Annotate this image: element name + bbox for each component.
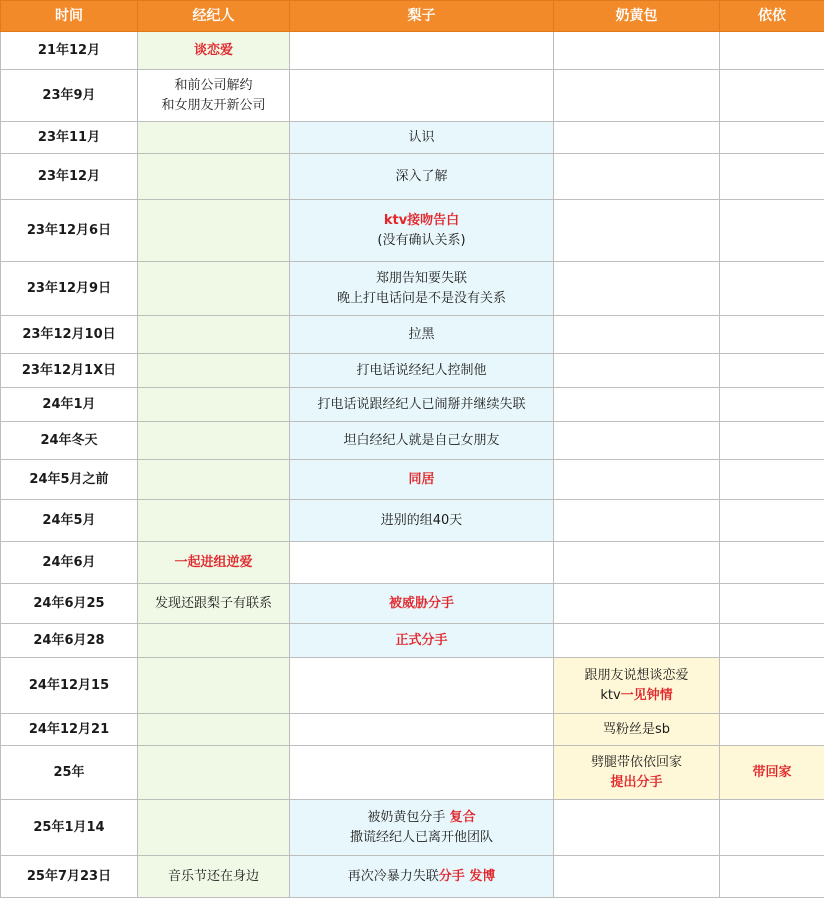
agent-cell (138, 500, 290, 542)
yiyi-cell (720, 584, 824, 624)
time-cell: 23年9月 (1, 70, 138, 122)
agent-cell (138, 354, 290, 388)
yiyi-cell (720, 800, 824, 856)
highlight-text: 正式分手 (395, 632, 448, 648)
cell-line (142, 76, 285, 96)
naihuang-cell (554, 800, 720, 856)
lizi-cell (290, 70, 554, 122)
highlight-text: 带回家 (752, 764, 792, 780)
cell-text: 郑朋告知要失联 (375, 270, 467, 286)
highlight-text: 被威胁分手 (388, 595, 454, 611)
cell-text: ktv (600, 687, 621, 703)
yiyi-cell (720, 542, 824, 584)
cell-line (294, 231, 549, 251)
naihuang-cell (554, 70, 720, 122)
naihuang-cell (554, 584, 720, 624)
highlight-text: ktv接吻告白 (383, 212, 460, 228)
table-row (1, 70, 824, 122)
header-lizi: 梨子 (290, 1, 554, 32)
time-cell: 25年 (1, 746, 138, 800)
table-row (1, 388, 824, 422)
agent-cell (138, 584, 290, 624)
cell-line (294, 631, 549, 651)
naihuang-cell (554, 856, 720, 898)
table-row (1, 500, 824, 542)
lizi-cell (290, 422, 554, 460)
cell-line (294, 808, 549, 828)
cell-line (558, 720, 715, 740)
naihuang-cell (554, 32, 720, 70)
time-cell: 25年7月23日 (1, 856, 138, 898)
cell-text: 撒谎经纪人已离开他团队 (349, 829, 493, 845)
naihuang-cell (554, 200, 720, 262)
yiyi-cell (720, 746, 824, 800)
naihuang-cell (554, 658, 720, 714)
agent-cell (138, 70, 290, 122)
table-row (1, 200, 824, 262)
cell-line (294, 167, 549, 187)
cell-text: 深入了解 (395, 168, 448, 184)
cell-line (294, 395, 549, 415)
lizi-cell (290, 122, 554, 154)
highlight-text: 提出分手 (610, 774, 663, 790)
cell-text: 晚上打电话问是不是没有关系 (336, 290, 506, 306)
cell-line (142, 553, 285, 573)
table-row (1, 262, 824, 316)
yiyi-cell (720, 154, 824, 200)
cell-line (558, 773, 715, 793)
table-row (1, 32, 824, 70)
time-cell: 21年12月 (1, 32, 138, 70)
cell-line (294, 511, 549, 531)
cell-text: 劈腿带依依回家 (590, 754, 682, 770)
table-row (1, 460, 824, 500)
cell-text: 和女朋友开新公司 (161, 97, 266, 113)
agent-cell (138, 388, 290, 422)
time-cell: 24年6月 (1, 542, 138, 584)
time-cell: 23年11月 (1, 122, 138, 154)
cell-line (294, 594, 549, 614)
table-row (1, 624, 824, 658)
lizi-cell (290, 746, 554, 800)
lizi-cell (290, 542, 554, 584)
cell-line (558, 666, 715, 686)
cell-line (294, 867, 549, 887)
table-row (1, 542, 824, 584)
cell-text: 骂粉丝是sb (602, 721, 671, 737)
table-row (1, 714, 824, 746)
yiyi-cell (720, 388, 824, 422)
cell-line (294, 325, 549, 345)
time-cell: 24年6月25 (1, 584, 138, 624)
table-row (1, 154, 824, 200)
lizi-cell (290, 32, 554, 70)
naihuang-cell (554, 746, 720, 800)
cell-line (294, 828, 549, 848)
agent-cell (138, 154, 290, 200)
lizi-cell (290, 624, 554, 658)
yiyi-cell (720, 714, 824, 746)
table-row (1, 800, 824, 856)
cell-text: 被奶黄包分手 (367, 809, 450, 825)
yiyi-cell (720, 122, 824, 154)
lizi-cell (290, 584, 554, 624)
table-row (1, 354, 824, 388)
highlight-text: 一起进组逆爱 (174, 554, 253, 570)
header-naihuang: 奶黄包 (554, 1, 720, 32)
cell-text: 进别的组40天 (380, 512, 463, 528)
lizi-cell (290, 658, 554, 714)
lizi-cell (290, 500, 554, 542)
highlight-text: 谈恋爱 (193, 42, 233, 58)
agent-cell (138, 856, 290, 898)
cell-text: 跟朋友说想谈恋爱 (584, 667, 689, 683)
table-row (1, 584, 824, 624)
time-cell: 23年12月6日 (1, 200, 138, 262)
yiyi-cell (720, 32, 824, 70)
cell-text: 音乐节还在身边 (167, 868, 259, 884)
table-row (1, 122, 824, 154)
naihuang-cell (554, 354, 720, 388)
agent-cell (138, 800, 290, 856)
cell-line (294, 211, 549, 231)
cell-line (142, 96, 285, 116)
table-row (1, 422, 824, 460)
time-cell: 24年冬天 (1, 422, 138, 460)
cell-line (294, 269, 549, 289)
header-yiyi: 依依 (720, 1, 824, 32)
lizi-cell (290, 262, 554, 316)
highlight-text: 一见钟情 (620, 687, 673, 703)
naihuang-cell (554, 262, 720, 316)
naihuang-cell (554, 500, 720, 542)
cell-text: 发现还跟梨子有联系 (154, 595, 272, 611)
naihuang-cell (554, 154, 720, 200)
yiyi-cell (720, 316, 824, 354)
table-row (1, 316, 824, 354)
naihuang-cell (554, 422, 720, 460)
agent-cell (138, 32, 290, 70)
time-cell: 23年12月1X日 (1, 354, 138, 388)
header-row (1, 1, 824, 32)
cell-line (142, 594, 285, 614)
time-cell: 24年6月28 (1, 624, 138, 658)
lizi-cell (290, 800, 554, 856)
cell-line (142, 867, 285, 887)
yiyi-cell (720, 262, 824, 316)
agent-cell (138, 542, 290, 584)
table-row (1, 856, 824, 898)
yiyi-cell (720, 500, 824, 542)
lizi-cell (290, 316, 554, 354)
time-cell: 23年12月9日 (1, 262, 138, 316)
cell-line (294, 431, 549, 451)
lizi-cell (290, 200, 554, 262)
cell-line (294, 361, 549, 381)
highlight-text: 复合 (449, 809, 476, 825)
table-row (1, 746, 824, 800)
time-cell: 25年1月14 (1, 800, 138, 856)
time-cell: 24年12月21 (1, 714, 138, 746)
agent-cell (138, 200, 290, 262)
cell-line (724, 763, 820, 783)
cell-text: 坦白经纪人就是自己女朋友 (343, 432, 500, 448)
time-cell: 24年5月之前 (1, 460, 138, 500)
naihuang-cell (554, 122, 720, 154)
agent-cell (138, 658, 290, 714)
cell-line (558, 753, 715, 773)
time-cell: 23年12月10日 (1, 316, 138, 354)
cell-line (294, 470, 549, 490)
agent-cell (138, 714, 290, 746)
agent-cell (138, 122, 290, 154)
cell-line (294, 128, 549, 148)
lizi-cell (290, 388, 554, 422)
cell-text: 拉黑 (408, 326, 435, 342)
naihuang-cell (554, 714, 720, 746)
yiyi-cell (720, 422, 824, 460)
agent-cell (138, 316, 290, 354)
cell-line (558, 686, 715, 706)
highlight-text: 分手 发博 (438, 868, 496, 884)
cell-line (294, 289, 549, 309)
lizi-cell (290, 354, 554, 388)
naihuang-cell (554, 316, 720, 354)
agent-cell (138, 624, 290, 658)
lizi-cell (290, 714, 554, 746)
agent-cell (138, 460, 290, 500)
lizi-cell (290, 460, 554, 500)
header-time: 时间 (1, 1, 138, 32)
table-row (1, 658, 824, 714)
agent-cell (138, 262, 290, 316)
cell-text: 再次冷暴力失联 (347, 868, 439, 884)
yiyi-cell (720, 658, 824, 714)
naihuang-cell (554, 624, 720, 658)
cell-text: (没有确认关系) (377, 232, 466, 248)
cell-line (142, 41, 285, 61)
yiyi-cell (720, 856, 824, 898)
header-agent: 经纪人 (138, 1, 290, 32)
yiyi-cell (720, 200, 824, 262)
naihuang-cell (554, 542, 720, 584)
yiyi-cell (720, 624, 824, 658)
yiyi-cell (720, 354, 824, 388)
cell-text: 和前公司解约 (174, 77, 253, 93)
cell-text: 打电话说跟经纪人已闹掰并继续失联 (317, 396, 526, 412)
yiyi-cell (720, 70, 824, 122)
agent-cell (138, 746, 290, 800)
cell-text: 打电话说经纪人控制他 (356, 362, 487, 378)
agent-cell (138, 422, 290, 460)
time-cell: 24年1月 (1, 388, 138, 422)
time-cell: 24年12月15 (1, 658, 138, 714)
time-cell: 24年5月 (1, 500, 138, 542)
naihuang-cell (554, 388, 720, 422)
highlight-text: 同居 (408, 471, 435, 487)
cell-text: 认识 (408, 129, 435, 145)
lizi-cell (290, 154, 554, 200)
lizi-cell (290, 856, 554, 898)
time-cell: 23年12月 (1, 154, 138, 200)
yiyi-cell (720, 460, 824, 500)
naihuang-cell (554, 460, 720, 500)
